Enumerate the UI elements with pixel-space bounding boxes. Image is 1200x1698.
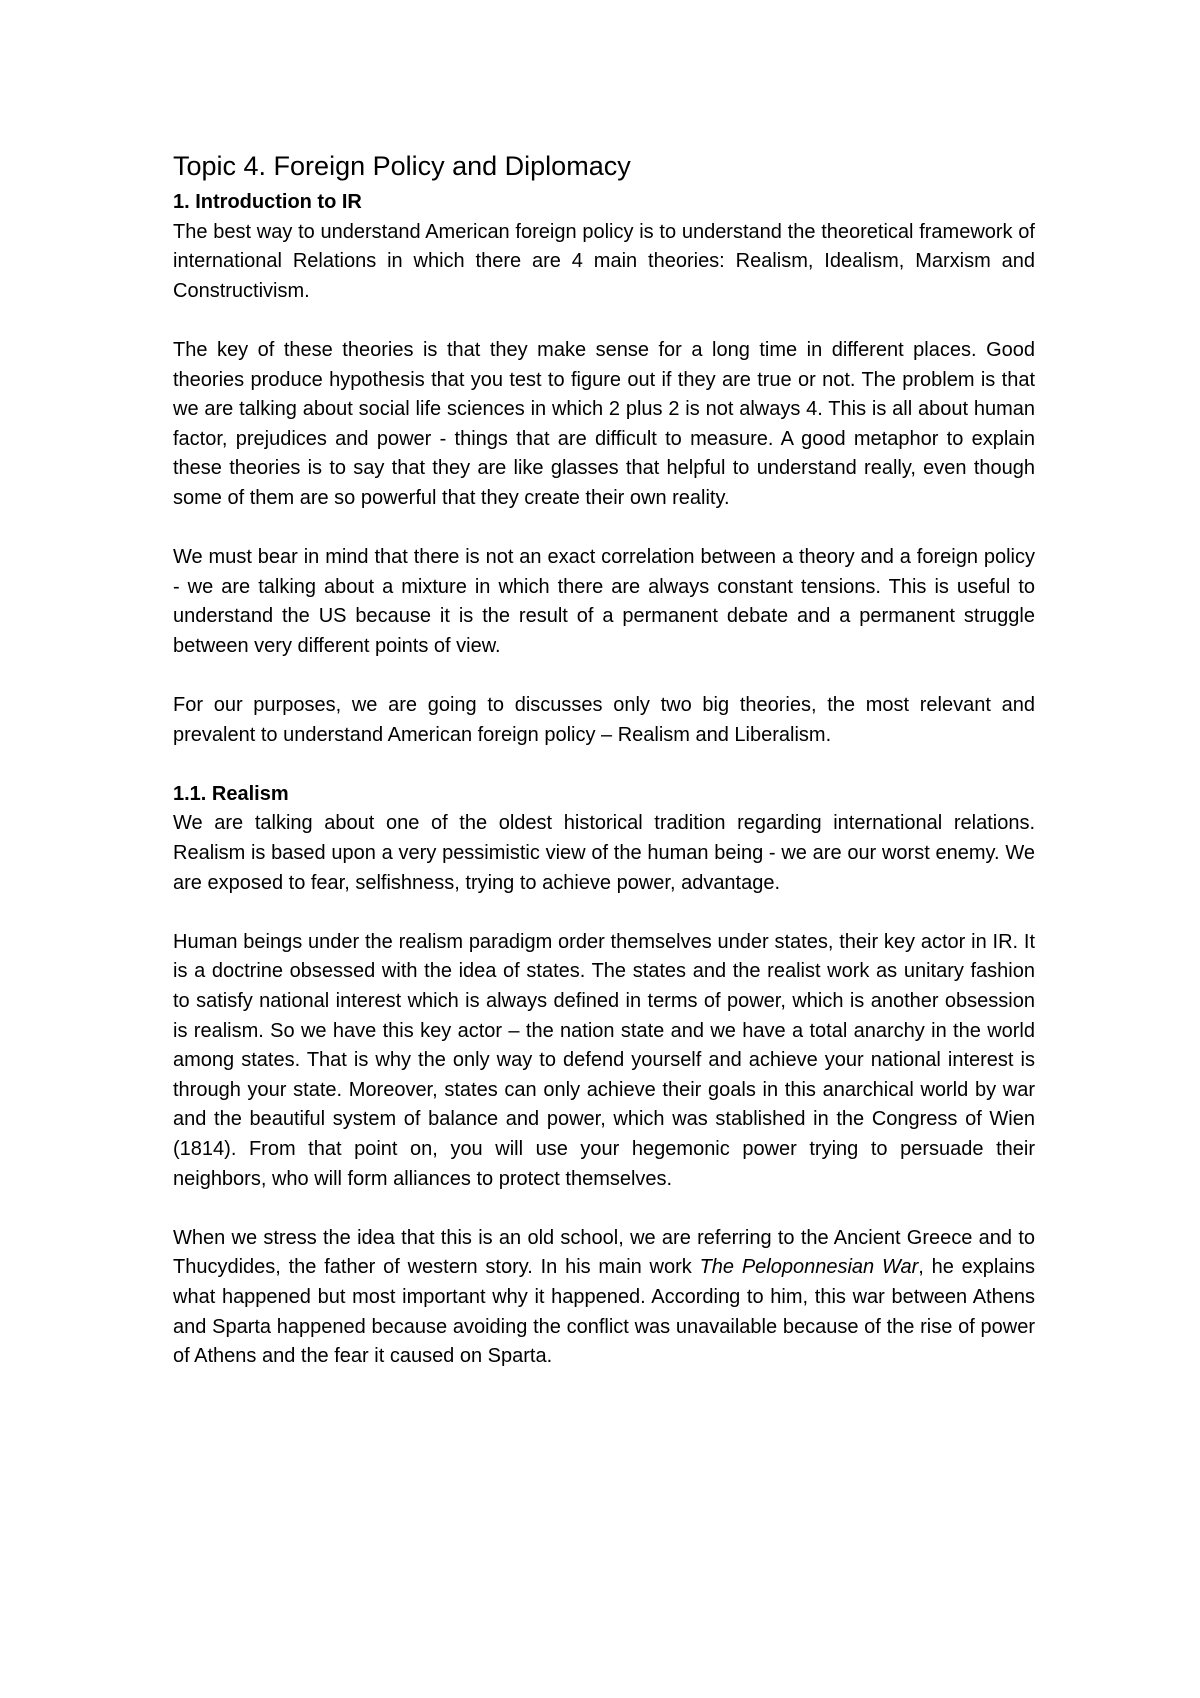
section-heading-introduction: 1. Introduction to IR bbox=[173, 191, 362, 213]
document-title: Topic 4. Foreign Policy and Diplomacy bbox=[173, 151, 631, 181]
paragraph: The best way to understand American foreign policy is to understand the theoretical framework of international Relations in which there are 4 main theories: Realism, Idealism, Marxism and Constructivism. bbox=[173, 220, 1035, 302]
paragraph-thucydides bbox=[173, 1224, 1035, 1372]
paragraph-text: When we stress the idea that this is an old school, we are referring to the Ancient Greece and to Thucydides, the father of western story. In his main work bbox=[173, 1226, 1035, 1279]
paragraph: We are talking about one of the oldest historical tradition regarding international relations. Realism is based upon a very pessimistic view of the human being - we are our worst enemy. We are exposed to fear, selfishness, trying to achieve power, advantage. bbox=[173, 812, 1035, 894]
book-title: The Peloponnesian War bbox=[699, 1256, 919, 1279]
paragraph: The key of these theories is that they make sense for a long time in different places. Good theories produce hypothesis that you test to figure out if they are true or not. The problem is that we are talking about social life sciences in which 2 plus 2 is not always 4. This is all about human factor, prejudices and power - things that are difficult to measure. A good metaphor to explain these theories is to say that they are like glasses that helpful to understand really, even though some of them are so powerful that they create their own reality. bbox=[173, 338, 1035, 509]
section-heading-realism: 1.1. Realism bbox=[173, 782, 289, 805]
paragraph: We must bear in mind that there is not an exact correlation between a theory and a foreign policy - we are talking about a mixture in which there are always constant tensions. This is useful to understand the US because it is the result of a permanent debate and a permanent struggle between very different points of view. bbox=[173, 546, 1035, 657]
paragraph: For our purposes, we are going to discusses only two big theories, the most relevant and prevalent to understand American foreign policy – Realism and Liberalism. bbox=[173, 694, 1035, 746]
paragraph: Human beings under the realism paradigm order themselves under states, their key actor in IR. It is a doctrine obsessed with the idea of states. The states and the realist work as unitary fashion to satisfy national interest which is always defined in terms of power, which is another obsession is realism. So we have this key actor – the nation state and we have a total anarchy in the world among states. That is why the only way to defend yourself and achieve your national interest is through your state. Moreover, states can only achieve their goals in this anarchical world by war and the beautiful system of balance and power, which was stablished in the Congress of Wien (1814). From that point on, you will use your hegemonic power trying to persuade their neighbors, who will form alliances to protect themselves. bbox=[173, 930, 1035, 1190]
document-body bbox=[173, 148, 1035, 1372]
paragraph-text: , he explains what happened but most important why it happened. According to him, this war between Athens and Sparta happened because avoiding the conflict was unavailable because of the rise of power of Athens and the fear it caused on Sparta. bbox=[173, 1256, 1036, 1368]
